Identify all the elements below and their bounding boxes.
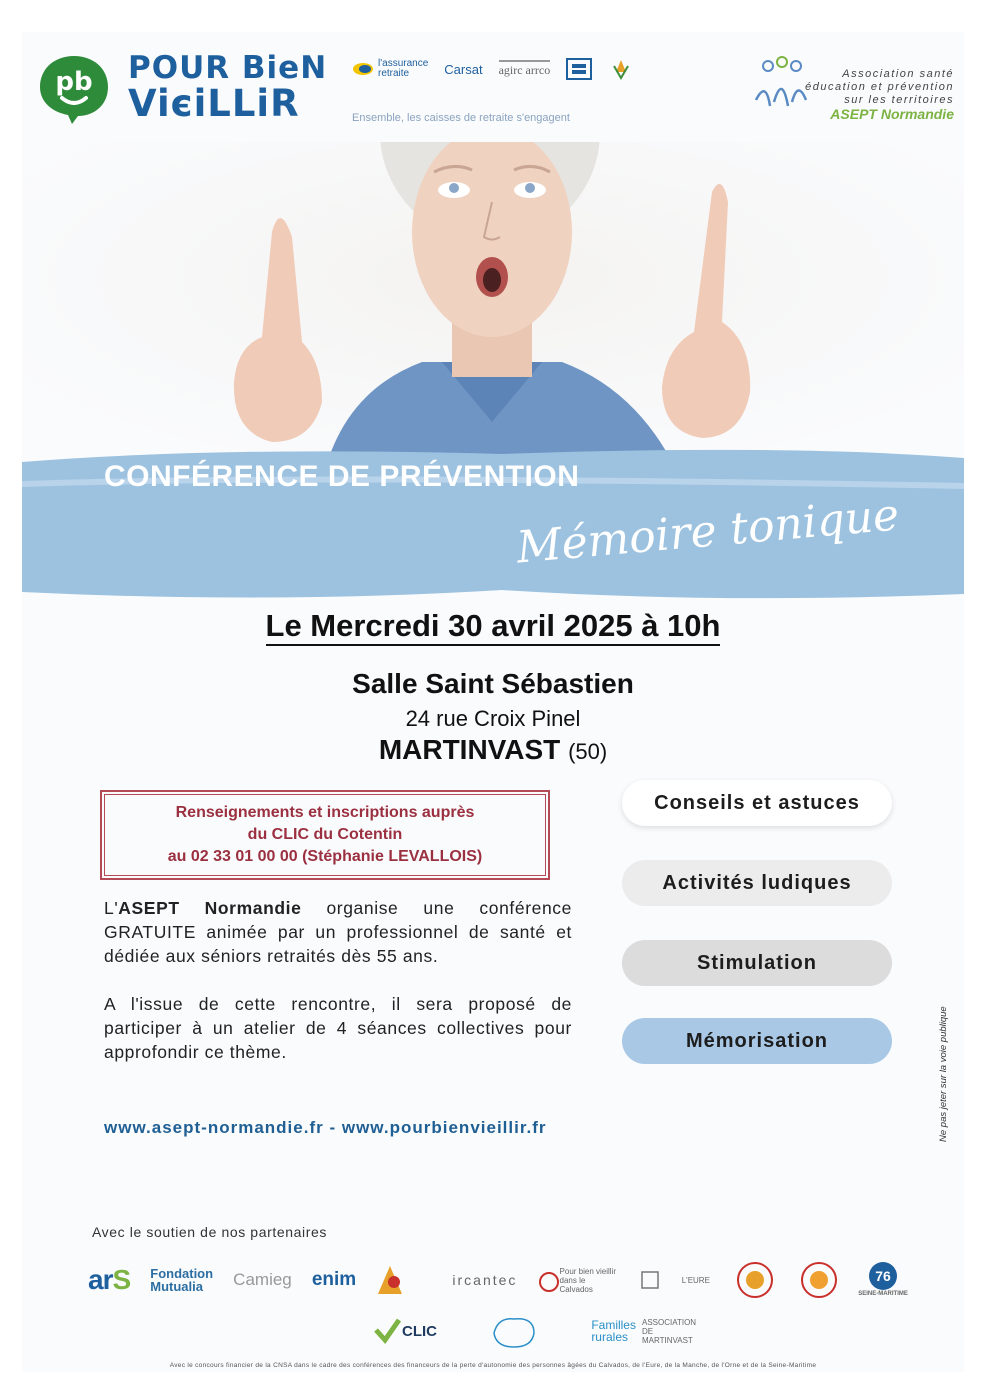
manche-logo-icon: [638, 1268, 662, 1292]
assurance-line-2: retraite: [378, 68, 410, 79]
senior-woman-photo: [22, 142, 964, 482]
pill-stimulation: Stimulation: [622, 940, 892, 986]
event-street: 24 rue Croix Pinel: [405, 706, 581, 731]
carsat-logo: Carsat: [444, 61, 483, 77]
mutualia-line-1: Fondation: [150, 1266, 214, 1281]
seine-maritime-logo: [858, 1262, 908, 1299]
asept-name: ASEPT Normandie: [830, 106, 954, 122]
description-paragraph-1: [104, 896, 572, 968]
funding-footnote: Avec le concours financier de la CNSA dans le cadre des conférences des financeurs de la perte d'autonomie des personnes âgées du Calvados, de l'Eure, de la Manche, de l'Orne et de la Seine-Maritime: [169, 1362, 817, 1369]
event-city: [22, 734, 964, 766]
apple-icon: [538, 1267, 560, 1293]
event-dept: (50): [568, 739, 608, 764]
event-date-text: Le Mercredi 30 avril 2025 à 10h: [266, 608, 721, 646]
description-paragraph-2: A l'issue de cette rencontre, il sera proposé de participer à un atelier de 4 séances collectives pour approfondir ce thème.: [104, 994, 572, 1062]
p1-post: organise une conférence GRATUITE animée par un professionnel de santé et dédiée aux séniors retraités dès 55 ans.: [104, 898, 572, 966]
pill-memorisation: Mémorisation: [622, 1018, 892, 1064]
seine-maritime-76: 76: [869, 1262, 897, 1290]
ars-letters: ar: [88, 1264, 113, 1295]
conference-subtitle: Mémoire tonique: [514, 489, 902, 574]
logo-letters: pb: [55, 67, 93, 97]
clic-check-icon: [372, 1316, 402, 1346]
orne-logo-icon: [730, 1261, 780, 1299]
p1-pre: L': [104, 898, 119, 918]
eure-logo: L'EURE: [681, 1275, 710, 1285]
assurance-retraite-logo: [352, 59, 428, 79]
clic-logo: [372, 1316, 437, 1346]
agirc-arrco-logo: agirc arrco: [499, 60, 551, 78]
pbv-calvados-logo: [538, 1267, 618, 1294]
msa-logo-icon: [566, 58, 592, 80]
flyer-page: [22, 32, 964, 1372]
assurance-swoosh-icon: [352, 60, 374, 78]
ensemble-tagline: Ensemble, les caisses de retraite s'engagent: [352, 112, 570, 124]
familles-association: ASSOCIATION DE MARTINVAST: [641, 1317, 697, 1345]
partners-intro: Avec le soutien de nos partenaires: [92, 1224, 327, 1240]
registration-line-1: Renseignements et inscriptions auprès: [175, 804, 475, 821]
asept-line-1: Association santé: [842, 68, 954, 80]
asept-line-2: éducation et prévention: [805, 81, 954, 93]
pole-sante-logo-icon: [488, 1311, 540, 1351]
cnracl-logo-icon: [608, 58, 634, 80]
mutualia-line-2: Mutualia: [150, 1279, 203, 1294]
brand-line-1: POUR BieN: [128, 50, 328, 86]
seal-logo-icon: [800, 1261, 838, 1299]
event-venue: Salle Saint Sébastien: [352, 668, 634, 699]
seine-maritime-text: SEINE-MARITIME: [858, 1290, 908, 1297]
conference-title: CONFÉRENCE DE PRÉVENTION: [104, 460, 580, 493]
p1-bold: ASEPT Normandie: [118, 898, 302, 918]
asept-description: [794, 68, 954, 107]
pbv-calvados-text: Pour bien vieillir dans le Calvados: [559, 1266, 616, 1294]
mutualia-logo: [150, 1267, 213, 1293]
calvados-logo-icon: [376, 1262, 432, 1298]
clic-text: CLIC: [402, 1322, 437, 1340]
ircantec-logo: ircantec: [452, 1272, 518, 1288]
event-date: [22, 608, 964, 644]
familles-rurales-logo: [591, 1318, 702, 1345]
familles-line-2: rurales: [591, 1330, 628, 1344]
brand-name: [128, 50, 328, 125]
partner-logos-row-2: [372, 1308, 702, 1354]
retirement-partners: [352, 58, 634, 80]
ars-s: S: [112, 1264, 131, 1295]
camieg-logo: Camieg: [233, 1270, 292, 1289]
event-city-name: MARTINVAST: [378, 734, 561, 765]
website-links[interactable]: www.asept-normandie.fr - www.pourbienvieillir.fr: [104, 1118, 547, 1137]
assurance-line-1: l'assurance: [378, 58, 429, 69]
ars-logo: [88, 1264, 130, 1296]
familles-line-1: Familles: [591, 1318, 636, 1332]
pill-activites: Activités ludiques: [622, 860, 892, 906]
registration-line-3: au 02 33 01 00 00 (Stéphanie LEVALLOIS): [167, 848, 483, 865]
asept-line-3: sur les territoires: [844, 94, 954, 106]
registration-line-2: du CLIC du Cotentin: [247, 826, 403, 843]
pour-bien-vieillir-logo-icon: [36, 52, 112, 126]
registration-box: [100, 790, 550, 880]
brand-line-2: ViєiLLiR: [128, 82, 300, 125]
pill-conseils: Conseils et astuces: [622, 780, 892, 826]
enim-logo: enim: [311, 1269, 357, 1290]
partner-logos-row-1: [88, 1258, 908, 1302]
side-note: Ne pas jeter sur la voie publique: [938, 1006, 949, 1142]
